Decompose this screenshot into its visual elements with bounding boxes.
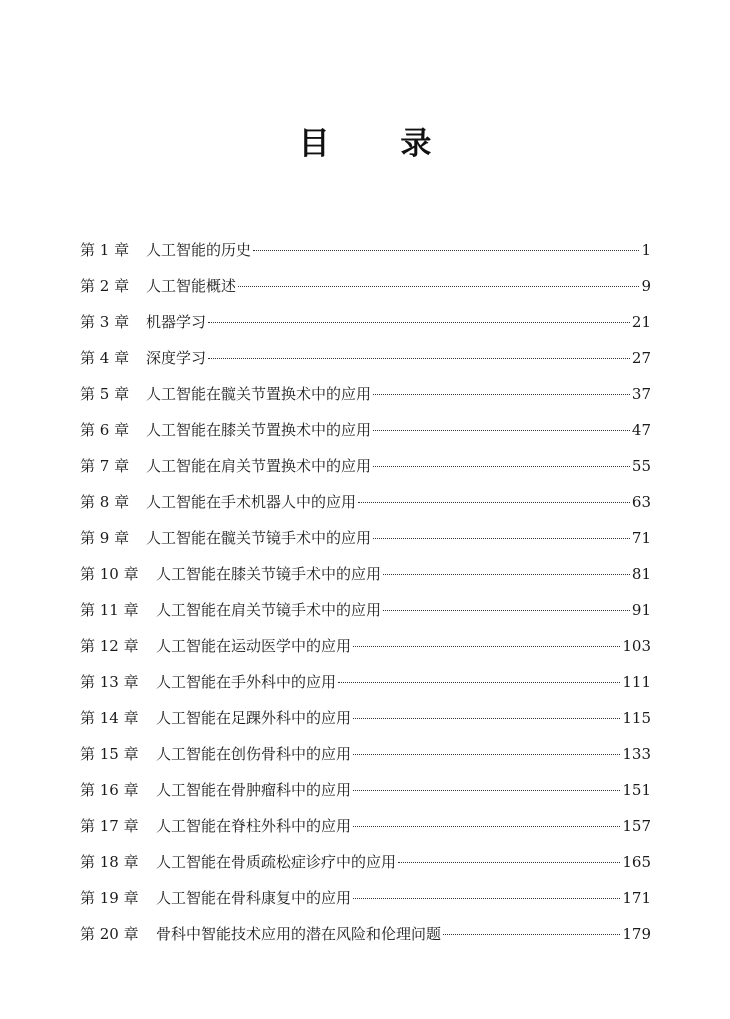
chapter-title: 人工智能在肩关节镜手术中的应用 <box>156 601 382 619</box>
page-number: 63 <box>631 493 651 511</box>
chapter-number: 第 4 章 <box>80 349 130 367</box>
chapter-number: 第 11 章 <box>80 601 139 619</box>
toc-entry[interactable] <box>80 592 651 628</box>
dot-leader <box>353 646 620 647</box>
toc-entry[interactable] <box>80 484 651 520</box>
toc-entry[interactable] <box>80 880 651 916</box>
dot-leader <box>253 250 639 251</box>
toc-entry[interactable] <box>80 412 651 448</box>
chapter-title: 人工智能在脊柱外科中的应用 <box>156 817 352 835</box>
dot-leader <box>353 826 620 827</box>
page-title: 目 录 <box>298 126 462 162</box>
chapter-number: 第 2 章 <box>80 277 130 295</box>
page-number: 115 <box>622 709 651 727</box>
chapter-title: 人工智能在髋关节镜手术中的应用 <box>146 529 372 547</box>
page-number: 91 <box>631 601 651 619</box>
toc-entry[interactable] <box>80 664 651 700</box>
toc-entry[interactable] <box>80 376 651 412</box>
dot-leader <box>358 502 630 503</box>
dot-leader <box>353 898 620 899</box>
chapter-title: 人工智能在手术机器人中的应用 <box>146 493 357 511</box>
page-number: 37 <box>631 385 651 403</box>
chapter-title: 人工智能在创伤骨科中的应用 <box>156 745 352 763</box>
dot-leader <box>373 430 630 431</box>
page-number: 103 <box>622 637 651 655</box>
page-number: 71 <box>631 529 651 547</box>
chapter-number: 第 1 章 <box>80 241 130 259</box>
chapter-number: 第 20 章 <box>80 925 139 943</box>
chapter-title: 人工智能在骨肿瘤科中的应用 <box>156 781 352 799</box>
toc-entry[interactable] <box>80 772 651 808</box>
dot-leader <box>373 538 630 539</box>
toc-entry[interactable] <box>80 736 651 772</box>
page-number: 55 <box>631 457 651 475</box>
dot-leader <box>398 862 620 863</box>
dot-leader <box>353 718 620 719</box>
chapter-number: 第 13 章 <box>80 673 139 691</box>
dot-leader <box>338 682 620 683</box>
chapter-title: 深度学习 <box>146 349 207 367</box>
toc-entry[interactable] <box>80 448 651 484</box>
page-number: 171 <box>622 889 651 907</box>
page-number: 27 <box>631 349 651 367</box>
page-number: 21 <box>631 313 651 331</box>
chapter-number: 第 10 章 <box>80 565 139 583</box>
dot-leader <box>353 754 620 755</box>
page-number: 47 <box>631 421 651 439</box>
chapter-title: 人工智能在足踝外科中的应用 <box>156 709 352 727</box>
toc-entry[interactable] <box>80 232 651 268</box>
toc-entry[interactable] <box>80 556 651 592</box>
page-number: 133 <box>622 745 651 763</box>
chapter-number: 第 9 章 <box>80 529 130 547</box>
chapter-title: 人工智能的历史 <box>146 241 252 259</box>
dot-leader <box>238 286 639 287</box>
chapter-title: 人工智能在手外科中的应用 <box>156 673 337 691</box>
chapter-title: 人工智能在髋关节置换术中的应用 <box>146 385 372 403</box>
page-number: 111 <box>622 673 651 691</box>
page-number: 81 <box>631 565 651 583</box>
toc-entry[interactable] <box>80 628 651 664</box>
chapter-title: 人工智能在膝关节置换术中的应用 <box>146 421 372 439</box>
toc-entry[interactable] <box>80 700 651 736</box>
toc-entry[interactable] <box>80 844 651 880</box>
page-number: 1 <box>641 241 651 259</box>
chapter-title: 人工智能在肩关节置换术中的应用 <box>146 457 372 475</box>
page-number: 165 <box>622 853 651 871</box>
dot-leader <box>373 466 630 467</box>
toc-entry[interactable] <box>80 340 651 376</box>
dot-leader <box>208 322 630 323</box>
chapter-title: 人工智能在运动医学中的应用 <box>156 637 352 655</box>
chapter-number: 第 14 章 <box>80 709 139 727</box>
chapter-title: 骨科中智能技术应用的潜在风险和伦理问题 <box>156 925 442 943</box>
page-number: 157 <box>622 817 651 835</box>
chapter-number: 第 15 章 <box>80 745 139 763</box>
chapter-number: 第 19 章 <box>80 889 139 907</box>
toc-entry[interactable] <box>80 268 651 304</box>
chapter-number: 第 3 章 <box>80 313 130 331</box>
dot-leader <box>208 358 630 359</box>
chapter-title: 人工智能概述 <box>146 277 237 295</box>
page-number: 179 <box>622 925 651 943</box>
chapter-number: 第 6 章 <box>80 421 130 439</box>
chapter-title: 人工智能在骨质疏松症诊疗中的应用 <box>156 853 397 871</box>
toc-entry[interactable] <box>80 520 651 556</box>
table-of-contents <box>80 232 651 952</box>
dot-leader <box>373 394 630 395</box>
dot-leader <box>353 790 620 791</box>
dot-leader <box>383 610 630 611</box>
page-number: 9 <box>641 277 651 295</box>
dot-leader <box>443 934 620 935</box>
page-number: 151 <box>622 781 651 799</box>
toc-entry[interactable] <box>80 916 651 952</box>
toc-entry[interactable] <box>80 304 651 340</box>
chapter-number: 第 17 章 <box>80 817 139 835</box>
chapter-number: 第 8 章 <box>80 493 130 511</box>
chapter-title: 人工智能在膝关节镜手术中的应用 <box>156 565 382 583</box>
chapter-number: 第 7 章 <box>80 457 130 475</box>
chapter-title: 机器学习 <box>146 313 207 331</box>
toc-entry[interactable] <box>80 808 651 844</box>
chapter-number: 第 12 章 <box>80 637 139 655</box>
chapter-number: 第 5 章 <box>80 385 130 403</box>
chapter-number: 第 16 章 <box>80 781 139 799</box>
dot-leader <box>383 574 630 575</box>
chapter-title: 人工智能在骨科康复中的应用 <box>156 889 352 907</box>
chapter-number: 第 18 章 <box>80 853 139 871</box>
